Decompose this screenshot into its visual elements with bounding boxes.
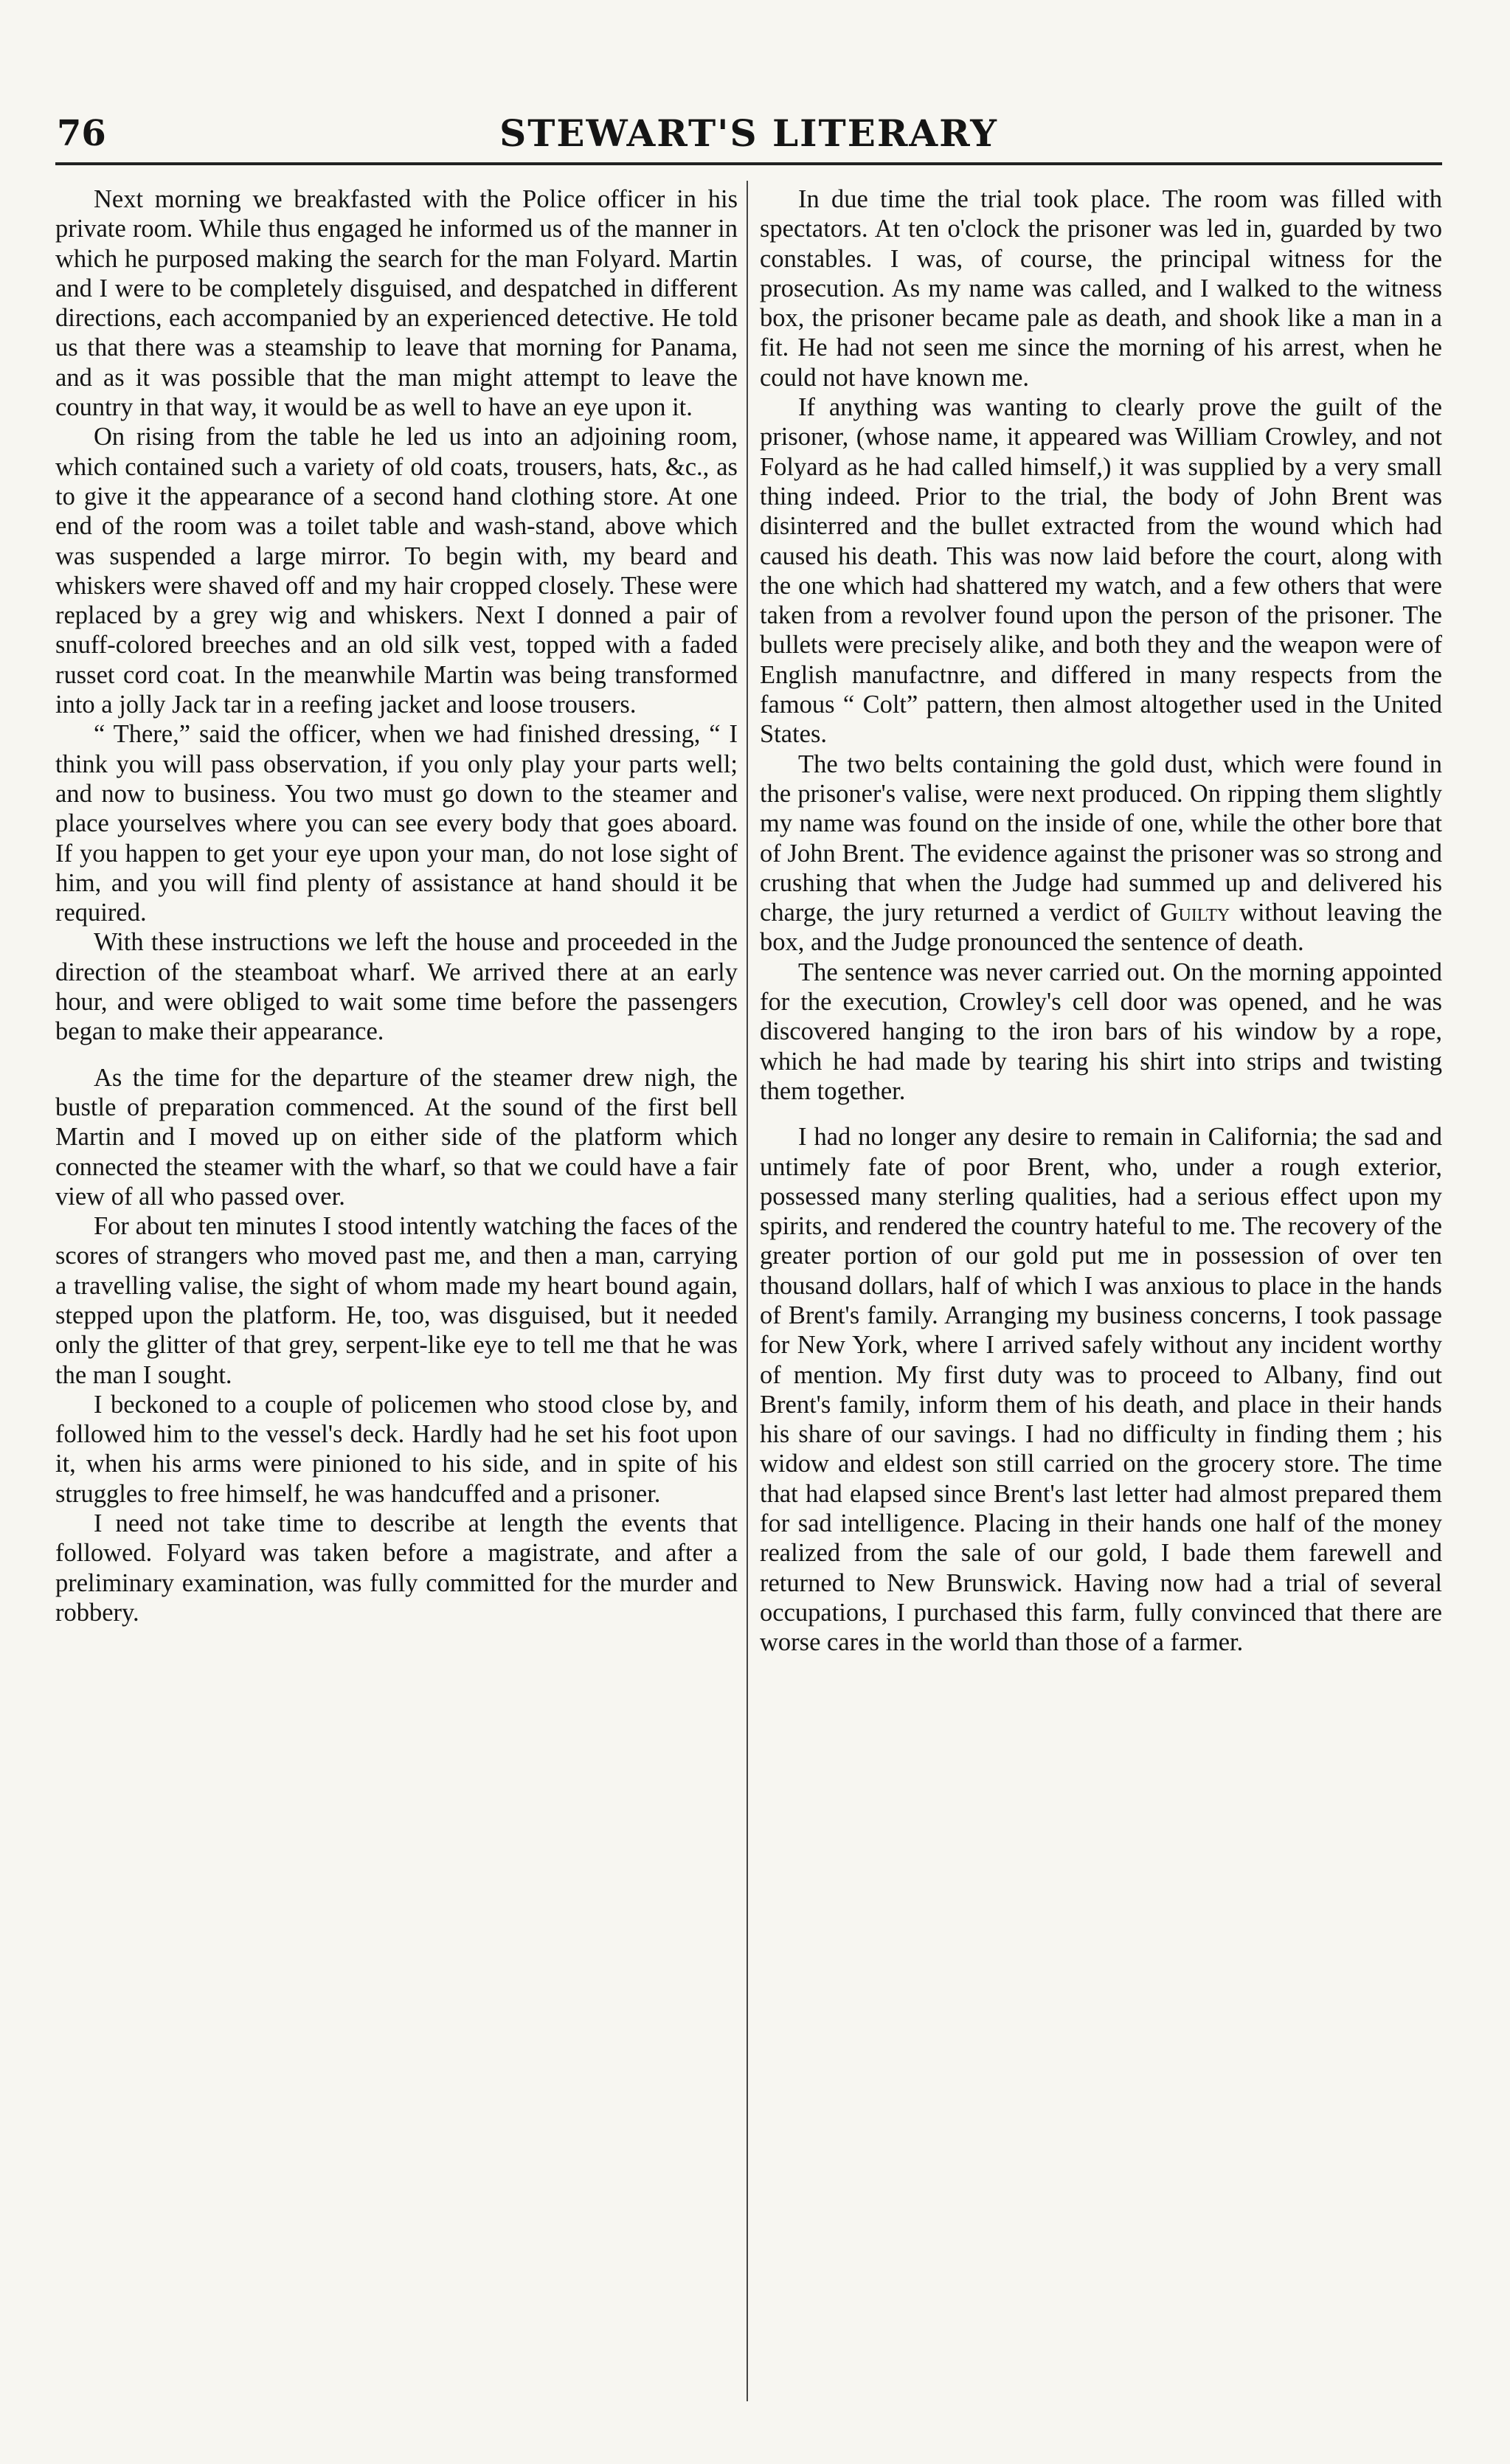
paragraph-text: The two belts containing the gold dust, which were found in the prisoner's valise, were next produced. On ripping them slightly my name was found on the inside of one, while the other bore that of John Brent. The evidence against the prisoner was so strong and crushing that when the Judge had summed up and delivered his charge, the jury returned a verdict of — [760, 750, 1442, 927]
paragraph: The sentence was never carried out. On the morning appointed for the execution, Crowley's cell door was opened, and he was discovered hanging to the iron bars of his window by a rope, which he had made by tearing his shirt into strips and twisting them together. — [760, 958, 1442, 1105]
paragraph: I need not take time to describe at length the events that followed. Folyard was taken before a magistrate, and after a preliminary examination, was fully committed for the murder and robbery. — [55, 1509, 738, 1627]
paragraph-text: without leaving the box, and the Judge pronounced the sentence of death. — [760, 899, 1442, 957]
paragraph: I had no longer any desire to remain in California; the sad and untimely fate of poor Brent, who, under a rough exterior, possessed many sterling qualities, had a serious effect upon my spirits, and rendered the country hateful to me. The recovery of the greater portion of our gold put me in possession of over ten thousand dollars, half of which I was anxious to place in the hands of Brent's family. Arranging my business concerns, I took passage for New York, where I arrived safely without any incident worthy of mention. My first duty was to proceed to Albany, find out Brent's family, inform them of his death, and place in their hands his share of our savings. I had no difficulty in finding them ; his widow and eldest son still carried on the grocery store. The time that had elapsed since Brent's last letter had almost prepared them for sad intelligence. Placing in their hands one half of the money realized from the sale of our gold, I bade them farewell and returned to New Brunswick. Having now had a trial of several occupations, I purchased this farm, fully convinced that there are worse cares in the world than those of a farmer. — [760, 1123, 1442, 1657]
paragraph: In due time the trial took place. The room was filled with spectators. At ten o'clock the prisoner was led in, guarded by two constables. I was, of course, the principal witness for the prosecution. As my name was called, and I walked to the witness box, the prisoner became pale as death, and shook like a man in a fit. He had not seen me since the morning of his arrest, when he could not have known me. — [760, 185, 1442, 392]
page-header — [55, 111, 1442, 156]
paragraph: As the time for the departure of the steamer drew nigh, the bustle of preparation commenced. At the sound of the first bell Martin and I moved up on either side of the platform which connected the steamer with the wharf, so that we could have a fair view of all who passed over. — [55, 1063, 738, 1211]
running-title: STEWART'S LITERARY — [499, 111, 998, 155]
paragraph: On rising from the table he led us into an adjoining room, which contained such a variety of old coats, trousers, hats, &c., as to give it the appearance of a second hand clothing store. At one end of the room was a toilet table and wash-stand, above which was suspended a large mirror. To begin with, my beard and whiskers were shaved off and my hair cropped closely. These were replaced by a grey wig and whiskers. Next I donned a pair of snuff-colored breeches and an old silk vest, topped with a faded russet cord coat. In the meanwhile Martin was being transformed into a jolly Jack tar in a reefing jacket and loose trousers. — [55, 423, 738, 719]
header-rule — [55, 162, 1442, 165]
paragraph — [760, 750, 1442, 958]
paragraph: If anything was wanting to clearly prove the guilt of the prisoner, (whose name, it appeared was William Crowley, and not Folyard as he had called himself,) it was supplied by a very small thing indeed. Prior to the trial, the body of John Brent was disinterred and the bullet extracted from the wound which had caused his death. This was now laid before the court, along with the one which had shattered my watch, and a few others that were taken from a revolver found upon the person of the prisoner. The bullets were precisely alike, and both they and the weapon were of English manufactnre, and differed in many respects from the famous “ Colt” pattern, then almost altogether used in the United States. — [760, 393, 1442, 749]
paragraph: With these instructions we left the house and proceeded in the direction of the steamboat wharf. We arrived there at an early hour, and were obliged to wait some time before the passengers began to make their appearance. — [55, 928, 738, 1046]
column-rule — [747, 181, 748, 2401]
paragraph: “ There,” said the officer, when we had finished dressing, “ I think you will pass observation, if you only play your parts well; and now to business. You two must go down to the steamer and place yourselves where you can see every body that goes aboard. If you happen to get your eye upon your man, do not lose sight of him, and you will find plenty of assistance at hand should it be required. — [55, 720, 738, 927]
paragraph: Next morning we breakfasted with the Police officer in his private room. While thus engaged he informed us of the manner in which he purposed making the search for the man Folyard. Martin and I were to be completely disguised, and despatched in different directions, each accompanied by an experienced detective. He told us that there was a steamship to leave that morning for Panama, and as it was possible that the man might attempt to leave the country in that way, it would be as well to have an eye upon it. — [55, 185, 738, 422]
paragraph: For about ten minutes I stood intently watching the faces of the scores of strangers who moved past me, and then a man, carrying a travelling valise, the sight of whom made my heart bound again, stepped upon the platform. He, too, was disguised, but it needed only the glitter of that grey, serpent-like eye to tell me that he was the man I sought. — [55, 1212, 738, 1389]
verdict-word: Guilty — [1160, 899, 1230, 927]
left-column — [55, 184, 738, 1627]
right-column — [760, 184, 1442, 1658]
page-number: 76 — [57, 113, 106, 154]
paragraph: I beckoned to a couple of policemen who stood close by, and followed him to the vessel's deck. Hardly had he set his foot upon it, when his arms were pinioned to his side, and in spite of his struggles to free himself, he was handcuffed and a prisoner. — [55, 1390, 738, 1508]
